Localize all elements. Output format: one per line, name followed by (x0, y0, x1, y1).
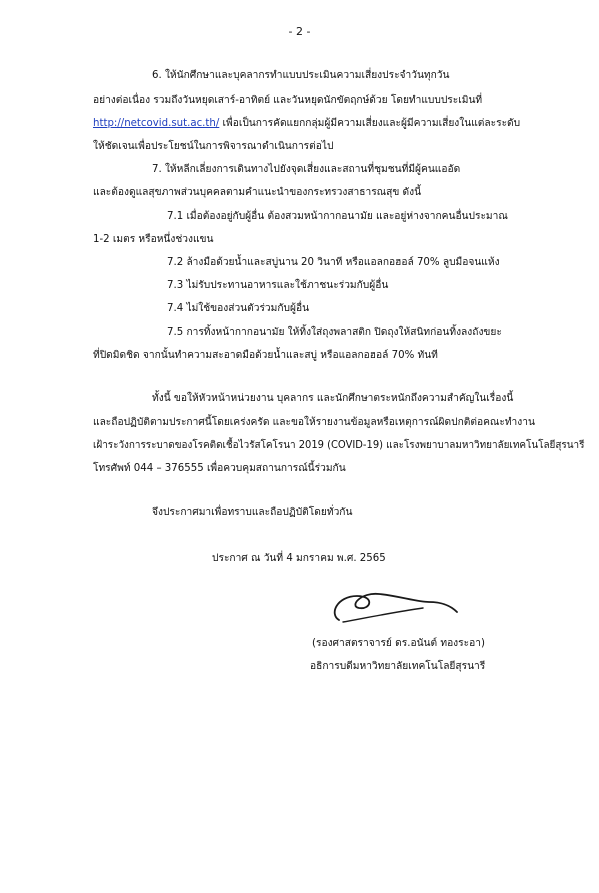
item6-line2: อย่างต่อเนื่อง รวมถึงวันหยุดเสาร์-อาทิตย์ และวันหยุดนักขัตฤกษ์ด้วย โดยทำแบบประเมินที่ (93, 95, 483, 106)
item6-line3-rest: เพื่อเป็นการคัดแยกกลุ่มผู้มีความเสี่ยงและผู้มีความเสี่ยงในแต่ละระดับ (219, 118, 521, 129)
closing-line2: และถือปฏิบัติตามประกาศนี้โดยเคร่งครัด และขอให้รายงานข้อมูลหรือเหตุการณ์ผิดปกติต่อคณะทำงาน (93, 417, 535, 428)
item7-2: 7.2 ล้างมือด้วยน้ำและสบู่นาน 20 วินาที หรือแอลกอฮอล์ 70% ลูบมือจนแห้ง (167, 257, 500, 268)
page-number: - 2 - (288, 25, 311, 38)
announcement-date: ประกาศ ณ วันที่ 4 มกราคม พ.ศ. 2565 (212, 553, 386, 564)
signature-image (325, 584, 465, 634)
item7-5-line2: ที่ปิดมิดชิด จากนั้นทำความสะอาดมือด้วยน้ำและสบู่ หรือแอลกอฮอล์ 70% ทันที (93, 350, 438, 361)
item6-line4: ให้ชัดเจนเพื่อประโยชน์ในการพิจารณาดำเนินการต่อไป (93, 141, 334, 152)
item7-5-line1: 7.5 การทิ้งหน้ากากอนามัย ให้ทิ้งใส่ถุงพลาสติก ปิดถุงให้สนิทก่อนทิ้งลงถังขยะ (167, 327, 502, 338)
closing-line4: โทรศัพท์ 044 – 376555 เพื่อควบคุมสถานการณ์นี้ร่วมกัน (93, 463, 346, 474)
item7-line2: และต้องดูแลสุขภาพส่วนบุคคลตามคำแนะนำของกระทรวงสาธารณสุข ดังนี้ (93, 187, 422, 198)
announcement: จึงประกาศมาเพื่อทราบและถือปฏิบัติโดยทั่วกัน (152, 507, 353, 518)
item6-line3 (93, 117, 520, 131)
signer-name: (รองศาสตราจารย์ ดร.อนันต์ ทองระอา) (312, 638, 485, 649)
closing-line3: เฝ้าระวังการระบาดของโรคติดเชื้อไวรัสโคโรนา 2019 (COVID-19) และโรงพยาบาลมหาวิทยาลัยเทคโนโลยีสุรนารี (93, 440, 585, 451)
closing-line1: ทั้งนี้ ขอให้หัวหน้าหน่วยงาน บุคลากร และนักศึกษาตระหนักถึงความสำคัญในเรื่องนี้ (152, 393, 514, 404)
item7-3: 7.3 ไม่รับประทานอาหารและใช้ภาชนะร่วมกับผู้อื่น (167, 280, 389, 291)
signer-title: อธิการบดีมหาวิทยาลัยเทคโนโลยีสุรนารี (310, 661, 486, 672)
item7-line1: 7. ให้หลีกเลี่ยงการเดินทางไปยังจุดเสี่ยงและสถานที่ชุมชนที่มีผู้คนแออัด (152, 164, 461, 175)
item7-4: 7.4 ไม่ใช้ของส่วนตัวร่วมกับผู้อื่น (167, 303, 310, 314)
item7-1-line1: 7.1 เมื่อต้องอยู่กับผู้อื่น ต้องสวมหน้ากากอนามัย และอยู่ห่างจากคนอื่นประมาณ (167, 211, 508, 222)
item6-line1: 6. ให้นักศึกษาและบุคลากรทำแบบประเมินความเสี่ยงประจำวันทุกวัน (152, 70, 450, 81)
item7-1-line2: 1-2 เมตร หรือหนึ่งช่วงแขน (93, 234, 214, 245)
netcovid-link[interactable]: http://netcovid.sut.ac.th/ (93, 118, 220, 129)
